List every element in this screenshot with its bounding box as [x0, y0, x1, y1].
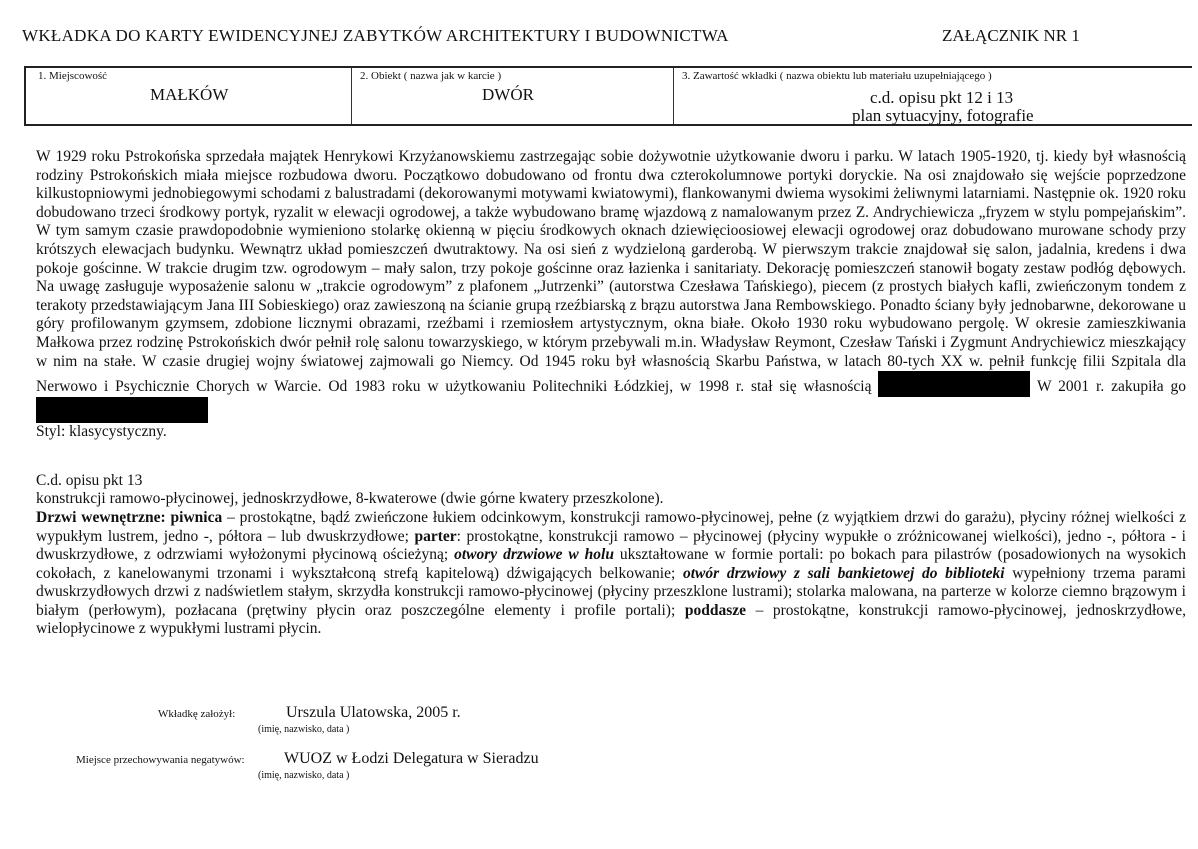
description-body [36, 148, 1186, 639]
info-table [24, 66, 1192, 126]
basement-text: – prostokątne, bądź zwieńczone łukiem odcinkowym, konstrukcji ramowo-płycinowej, pełne (z wyjątkiem drzwi do garażu), płyciny różnej wielkości z wypukłym lustrem, jedno -, półtora – lub dwuskrzydłowe; [36, 508, 1186, 545]
author-hint: (imię, nazwisko, data ) [258, 724, 350, 735]
locality-label: 1. Miejscowość [38, 70, 108, 82]
hall-doors-text: ukształtowane w formie portali: po bokach para pilastrów (posadowionych na wysokich cokołach, z kanelowanymi trzonami i wykształconą strefą kapitelową) dźwigających belkowanie; [36, 546, 1186, 582]
contents-cell [674, 68, 1192, 124]
contents-label: 3. Zawartość wkładki ( nazwa obiektu lub materiału uzupełniającego ) [682, 70, 992, 82]
attic-label: poddasze [684, 601, 746, 619]
continuation-heading: C.d. opisu pkt 13 [36, 471, 143, 489]
doors-label: Drzwi wewnętrzne: [36, 508, 166, 526]
doors-paragraph [36, 509, 1186, 639]
author-value: Urszula Ulatowska, 2005 r. [286, 704, 461, 721]
contents-line2: plan sytuacyjny, fotografie [852, 106, 1034, 125]
ground-floor-text: : prostokątne, konstrukcji ramowo – płycinowej (płyciny wypukłe o zróżnicowanej wielkości), jedno -, półtora - i dwuskrzydłowe, z odrzwiami wyłożonymi płycinową ościeżyną; [36, 527, 1186, 564]
basement-label: piwnica [170, 508, 223, 526]
history-text: W 1929 roku Pstrokońska sprzedała majątek Henrykowi Krzyżanowskiemu zastrzegając sobie dożywotnie użytkowanie dworu i parku. W latach 1905-1920, tj. kiedy był własnością rodziny Pstrokońskich miała miejsce rozbudowa dworu. Początkowo dobudowano od frontu dwa czterokolumnowe portyki doryckie. Na osi znajdowało się wejście poprzedzone kilkustopniowymi jednobiegowymi schodami z balustradami (dekorowanymi motywami kwiatowymi), flankowanymi dwiema wysokimi żeliwnymi latarniami. Następnie ok. 1920 roku dobudowano trzeci środkowy portyk, ryzalit w elewacji ogrodowej, a także wybudowano bramę wjazdową z namalowanym przez Z. Andrychiewicza „fryzem w stylu pompejańskim”. W tym samym czasie prawdopodobnie wymieniono stolarkę okienną w pięciu środkowych oknach dziewięcioosiowej elewacji ogrodowej oraz dobudowano murowane schody przy krótszych elewacjach budynku. Wewnątrz układ pomieszczeń dwutraktowy. Na osi sień z wydzieloną garderobą. W pierwszym trakcie znajdował się salon, jadalnia, kredens i dwa pokoje gościnne. W trakcie drugim tzw. ogrodowym – mały salon, trzy pokoje gościnne oraz łazienka i sanitariaty. Dekorację pomieszczeń stanowił bogaty zestaw podłóg dębowych. Na uwagę zasługuje wyposażenie salonu w „trakcie ogrodowym” z plafonem „Jutrzenki” (autorstwa Czesława Tańskiego), piecem (z prostych białych kafli, zwieńczonym tondem z terakoty przedstawiającym Jana III Sobieskiego) oraz zawieszoną na ścianie grupą rzeźbiarską z brązu autorstwa Jana Rembowskiego. Ponadto ściany były jednobarwne, dekorowane u góry profilowanym gzymsem, zdobione licznymi obrazami, rzeźbami i rzemiosłem artystycznym, okna białe. Około 1930 roku wybudowano pergolę. W okresie zamieszkiwania Małkowa przez rodzinę Pstrokońskich dwór pełnił rolę salonu towarzyskiego, w którym przebywali m.in. Władysław Reymont, Czesław Tański i Zygmunt Andrychiewicz mieszkający w nim na stałe. W czasie drugiej wojny światowej zajmowali go Niemcy. Od 1945 roku był własnością Skarbu Państwa, w latach 80-tych XX w. pełnił funkcję filii Szpitala dla Nerwowo i Psychicznie Chorych w Warcie. Od 1983 roku w użytkowaniu Politechniki Łódzkiej, w 1998 r. stał się własnością [36, 148, 1186, 396]
hall-doors-label: otwory drzwiowe w holu [454, 546, 614, 564]
attic-text: – prostokątne, konstrukcji ramowo-płycinowej, jednoskrzydłowe, wielopłycinowe z wypukłymi lustrami płycin. [36, 601, 1186, 638]
redaction-block [36, 397, 208, 423]
style-line: Styl: klasycystyczny. [36, 423, 167, 441]
history-paragraph [36, 148, 1186, 423]
object-label: 2. Obiekt ( nazwa jak w karcie ) [360, 70, 502, 82]
ground-floor-label: parter [414, 527, 457, 545]
storage-hint: (imię, nazwisko, data ) [258, 770, 350, 781]
object-value: DWÓR [482, 85, 534, 104]
storage-label: Miejsce przechowywania negatywów: [76, 754, 245, 766]
locality-value: MAŁKÓW [150, 85, 229, 104]
author-label: Wkładkę założył: [158, 708, 236, 720]
banquet-door-label: otwór drzwiowy z sali bankietowej do biblioteki [682, 564, 1005, 582]
banquet-door-text: wypełniony trzema parami dwuskrzydłowych drzwi z nadświetlem stałym, skrzydła konstrukcji ramowo-płycinowej (płyciny przeszklone lustrami); stolarka malowana, na parterze w kolorze ciemno brązowym i białym (perłowym), pozłacana (prętwiny płycin oraz poszczególne elementy i profile portali); [36, 564, 1186, 619]
document-title: WKŁADKA DO KARTY EWIDENCYJNEJ ZABYTKÓW ARCHITEKTURY I BUDOWNICTWA [22, 26, 729, 45]
redaction-block [878, 371, 1030, 397]
continuation-intro: konstrukcji ramowo-płycinowej, jednoskrzydłowe, 8-kwaterowe (dwie górne kwatery przeszkolone). [36, 490, 664, 508]
locality-cell [26, 68, 352, 124]
contents-line1: c.d. opisu pkt 12 i 13 [870, 88, 1014, 107]
storage-value: WUOZ w Łodzi Delegatura w Sieradzu [284, 750, 539, 767]
purchase-text: W 2001 r. zakupiła go [1036, 378, 1186, 396]
object-cell [352, 68, 674, 124]
annex-label: ZAŁĄCZNIK NR 1 [942, 26, 1080, 45]
